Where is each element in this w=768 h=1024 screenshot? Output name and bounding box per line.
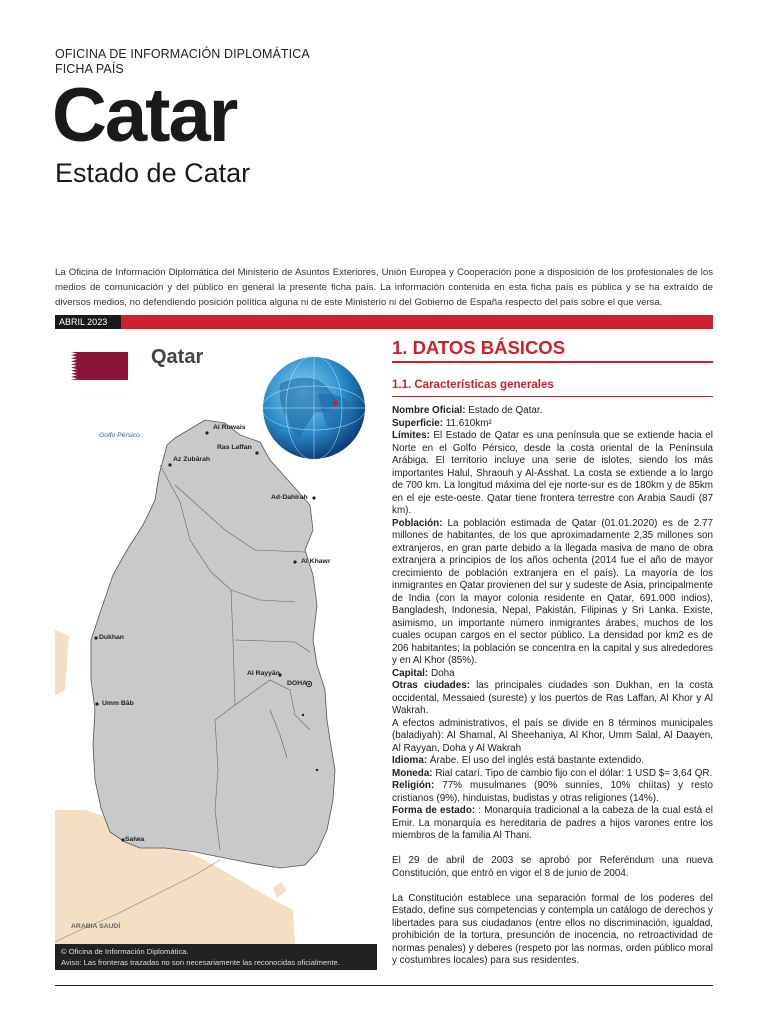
island-shape — [73, 895, 91, 920]
section-title: 1. DATOS BÁSICOS — [392, 337, 566, 358]
section-rule — [392, 361, 713, 363]
label-ad-dahirah: Ad-Dahirah — [271, 494, 308, 501]
label-al-rayyan: Al Rayyān — [247, 670, 280, 677]
page-subtitle: Estado de Catar — [55, 158, 251, 188]
bottom-rule — [55, 985, 713, 986]
fact-capital: Capital: Doha — [392, 667, 455, 679]
label-umm-bab: Umm Bāb — [102, 700, 134, 707]
page-title: Catar — [52, 73, 237, 158]
facts-column — [392, 405, 713, 968]
globe-locator-icon — [260, 354, 368, 462]
label-doha: DOHA — [287, 680, 308, 687]
map-country-name: Qatar — [151, 346, 204, 368]
label-dukhan: Dukhan — [99, 634, 124, 641]
label-salwa: Salwa — [125, 836, 145, 843]
fact-otras-ciudades: Otras ciudades: las principales ciudades son Dukhan, en la costa occidental, Messaied (sureste) y los puertos de Ras Laffan, Al Khor y Al Wakrah. — [392, 680, 714, 716]
fact-administrativos: A efectos administrativos, el país se divide en 8 términos municipales (baladiyah): Al Shamal, Al Sheehaniya, Al Khor, Umm Salal, Al Daayen, Al Rayyan, Doha y Al Wakrah — [392, 717, 713, 754]
subsection-rule — [392, 396, 713, 397]
map-copyright: © Oficina de Información Diplomática. — [61, 947, 189, 956]
label-al-ruwais: Al Ruwais — [213, 424, 246, 431]
intro-paragraph: La Oficina de Información Diplomática del Ministerio de Asuntos Exteriores, Unión Europea y Cooperación pone a disposición de los profesionales de los medios de comunicación y del público en general la presente ficha país. La información contenida en esta ficha país es pública y se ha extraído de diversos medios, no defendiendo posición política alguna ni de este Ministerio ni del Gobierno de España respecto del país sobre el que versa. — [55, 267, 713, 308]
qatar-map — [55, 390, 377, 970]
label-arabia-saudi: ARABIA SAUDÍ — [71, 923, 121, 930]
fact-idioma: Idioma: Árabe. El uso del inglés está bastante extendido. — [392, 755, 644, 766]
map-panel — [55, 342, 377, 970]
subsection-title: 1.1. Características generales — [392, 379, 554, 391]
qatar-flag — [55, 352, 128, 380]
fact-constitucion-1: El 29 de abril de 2003 se aprobó por Referéndum una nueva Constitución, que entró en vigor el 8 de junio de 2004. — [392, 855, 713, 879]
document-type: FICHA PAÍS — [55, 62, 124, 76]
office-name: OFICINA DE INFORMACIÓN DIPLOMÁTICA — [55, 47, 310, 61]
fact-religion: Religión: 77% musulmanes (90% sunníes, 10% chiítas) y resto cristianos (9%), hinduistas, budistas y otras religiones (14%). — [392, 780, 713, 804]
label-golfo-persico: Golfo Pérsico — [99, 432, 140, 439]
fact-poblacion: Población: La población estimada de Qatar (01.01.2020) es de 2.77 millones de habitantes, de los que aproximadamente 2,35 millones son extranjeros, en gran parte debido a la llegada masiva de mano de obra extranjera a principios de los años ochenta (2014 fue el año de mayor crecimiento de población extranjera en el país). La mayoría de los inmigrantes en Qatar provienen del sur y sudeste de Asia, principalmente de India (con la mayor colonia residente en Qatar, 691.000 indios), Bangladesh, Indonesia, Nepal, Pakistán, Filipinas y Sri Lanka. Existe, asimismo, un importante número inmigrantes árabes, muchos de los cuales ocupan cargos en el sector público. La densidad por km2 es de 206 habitantes; la población se concentra en la capital y sus alrededores y en Al Khor (85%). — [392, 517, 713, 666]
fact-forma-estado: Forma de estado: : Monarquía tradicional a la cabeza de la cual está el Emir. La monarquía es hereditaria de padres a hijos varones entre los miembros de la familia Al Thani. — [392, 805, 713, 841]
map-shapes — [55, 390, 377, 946]
fact-moneda: Moneda: Rial catarí. Tipo de cambio fijo con el dólar: 1 USD $= 3,64 QR. — [392, 767, 713, 779]
label-ras-laffan: Ras Laffan — [217, 444, 252, 451]
fact-limites: Límites: El Estado de Qatar es una península que se extiende hacia el Norte en el Golfo Pérsico, desde la costa oriental de la Península Arábiga. El territorio incluye una serie de islotes, siendo los más importantes Halul, Shraouh y Al-Asshat. La costa se extiende a lo largo de 700 km. La longitud máxima del eje norte-sur es de 180km y de 85km en el eje este-oeste. Qatar tiene frontera terrestre con Arabia Saudí (87 km). — [392, 430, 713, 516]
fact-constitucion-2: La Constitución establece una separación formal de los poderes del Estado, define sus competencias y contempla un catálogo de derechos y libertades para sus ciudadanos (entre ellos no discriminación, igualdad, prohibición de la tortura, presunción de inocencia, no retroactividad de normas penales) y deberes (respeto por las normas, orden público moral y costumbres locales) para sus residentes. — [392, 892, 713, 966]
fact-nombre-oficial: Nombre Oficial: Estado de Qatar. — [392, 405, 543, 416]
label-al-khawr: Al Khawr — [301, 558, 331, 565]
date-bar — [55, 315, 713, 329]
map-caption — [55, 944, 377, 970]
label-az-zubarah: Az Zubārah — [173, 456, 211, 463]
date-label: ABRIL 2023 — [55, 315, 121, 329]
map-disclaimer: Aviso: Las fronteras trazadas no son necesariamente las reconocidas oficialmente. — [61, 958, 340, 967]
fact-superficie: Superficie: 11.610km² — [392, 417, 492, 429]
